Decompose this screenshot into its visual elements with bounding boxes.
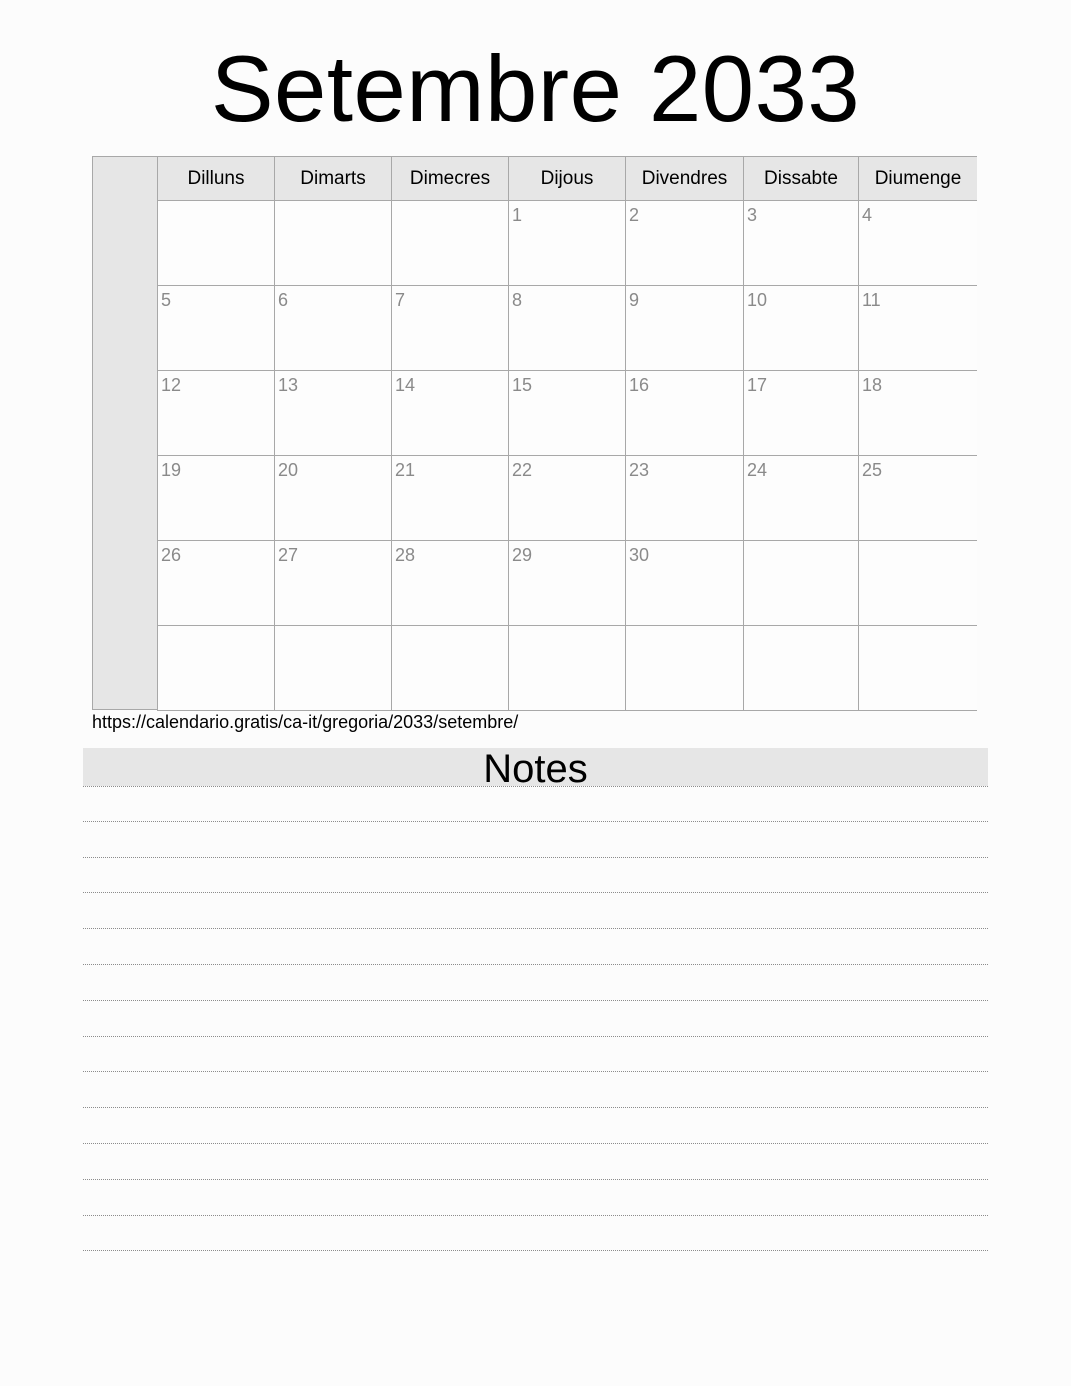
calendar-grid — [92, 156, 977, 710]
day-cell — [157, 371, 274, 456]
day-cell — [743, 626, 858, 711]
day-number: 6 — [278, 290, 289, 310]
day-cell — [508, 626, 625, 711]
day-cell — [625, 286, 743, 371]
day-cell — [743, 541, 858, 626]
day-cell — [391, 626, 508, 711]
day-cell — [625, 541, 743, 626]
day-cell — [157, 201, 274, 286]
day-number: 12 — [161, 375, 182, 395]
day-cell — [508, 371, 625, 456]
day-number: 16 — [629, 375, 650, 395]
weekday-header-thursday: Dijous — [508, 157, 625, 201]
day-number: 7 — [395, 290, 406, 310]
weekday-header-friday: Divendres — [625, 157, 743, 201]
day-number: 1 — [512, 205, 523, 225]
month-table — [157, 156, 977, 710]
day-cell — [858, 541, 977, 626]
weekday-header-tuesday: Dimarts — [274, 157, 391, 201]
day-number: 20 — [278, 460, 299, 480]
day-number: 28 — [395, 545, 416, 565]
day-cell — [858, 286, 977, 371]
note-line — [83, 1072, 988, 1108]
day-cell — [391, 541, 508, 626]
note-line — [83, 1108, 988, 1144]
day-cell — [858, 626, 977, 711]
note-line — [83, 858, 988, 894]
day-number: 25 — [862, 460, 883, 480]
day-cell — [858, 201, 977, 286]
day-cell — [391, 286, 508, 371]
day-cell — [274, 371, 391, 456]
weekday-header-sunday: Diumenge — [858, 157, 977, 201]
day-cell — [743, 201, 858, 286]
notes-heading: Notes — [83, 748, 988, 786]
day-number: 26 — [161, 545, 182, 565]
page-title: Setembre 2033 — [210, 36, 861, 141]
day-cell — [508, 541, 625, 626]
day-number: 27 — [278, 545, 299, 565]
day-number: 11 — [862, 290, 881, 310]
day-cell — [274, 626, 391, 711]
day-cell — [157, 626, 274, 711]
week-number-column — [92, 156, 159, 710]
note-line — [83, 786, 988, 822]
day-cell — [391, 201, 508, 286]
day-cell — [391, 456, 508, 541]
day-cell — [625, 626, 743, 711]
day-number: 19 — [161, 460, 182, 480]
day-number: 29 — [512, 545, 533, 565]
day-cell — [858, 371, 977, 456]
note-line — [83, 965, 988, 1001]
day-cell — [743, 456, 858, 541]
day-cell — [743, 286, 858, 371]
notes-lines — [83, 786, 988, 1251]
day-cell — [508, 286, 625, 371]
day-cell — [274, 456, 391, 541]
day-cell — [274, 286, 391, 371]
day-number: 8 — [512, 290, 523, 310]
day-cell — [274, 201, 391, 286]
day-number: 10 — [747, 290, 768, 310]
day-cell — [508, 456, 625, 541]
day-number: 23 — [629, 460, 650, 480]
day-number: 22 — [512, 460, 533, 480]
day-cell — [157, 456, 274, 541]
day-number: 30 — [629, 545, 650, 565]
note-line — [83, 1001, 988, 1037]
day-cell — [743, 371, 858, 456]
day-cell — [858, 456, 977, 541]
day-cell — [274, 541, 391, 626]
note-line — [83, 822, 988, 858]
source-url[interactable]: https://calendario.gratis/ca-it/gregoria/2033/setembre/ — [92, 712, 519, 732]
day-number: 24 — [747, 460, 768, 480]
note-line — [83, 929, 988, 965]
day-number: 4 — [862, 205, 873, 225]
day-number: 15 — [512, 375, 533, 395]
weekday-header-monday: Dilluns — [157, 157, 274, 201]
day-number: 9 — [629, 290, 640, 310]
day-number: 14 — [395, 375, 416, 395]
day-cell — [625, 201, 743, 286]
note-line — [83, 1037, 988, 1073]
weekday-header-wednesday: Dimecres — [391, 157, 508, 201]
note-line — [83, 1144, 988, 1180]
day-cell — [391, 371, 508, 456]
day-cell — [625, 456, 743, 541]
day-cell — [157, 286, 274, 371]
weekday-header-saturday: Dissabte — [743, 157, 858, 201]
day-number: 21 — [395, 460, 416, 480]
note-line — [83, 1216, 988, 1252]
day-cell — [625, 371, 743, 456]
note-line — [83, 893, 988, 929]
day-number: 13 — [278, 375, 299, 395]
day-number: 18 — [862, 375, 883, 395]
day-number: 2 — [629, 205, 640, 225]
note-line — [83, 1180, 988, 1216]
day-number: 5 — [161, 290, 172, 310]
day-cell — [508, 201, 625, 286]
day-cell — [157, 541, 274, 626]
day-number: 3 — [747, 205, 758, 225]
day-number: 17 — [747, 375, 768, 395]
